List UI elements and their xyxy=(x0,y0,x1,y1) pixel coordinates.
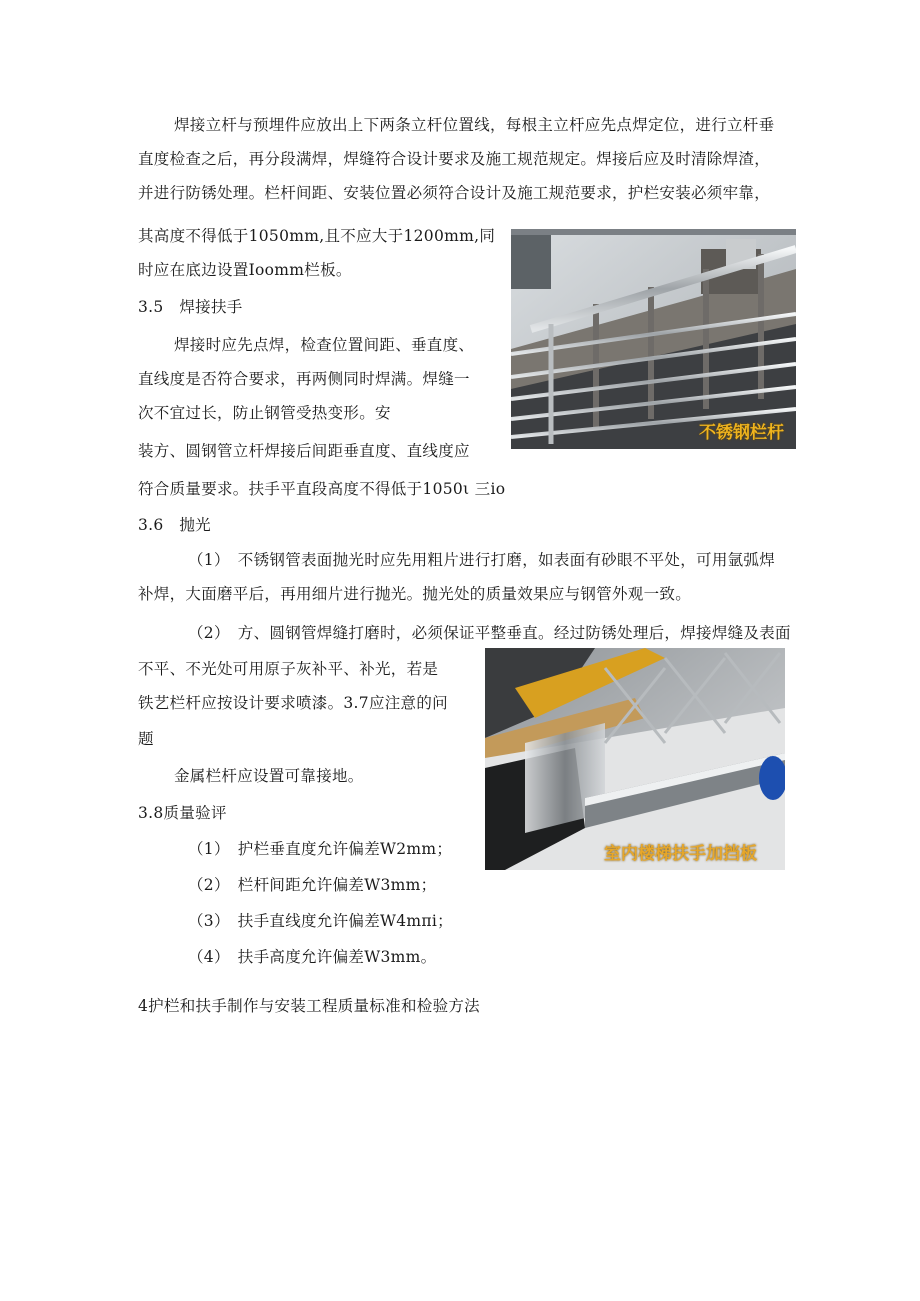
section-3-8-item-2: （2） 栏杆间距允许偏差W3mm； xyxy=(188,876,437,894)
para1-line2: 直度检查之后，再分段满焊，焊缝符合设计要求及施工规范规定。焊接后应及时清除焊渣， xyxy=(138,150,771,168)
section-3-5-line3: 次不宜过长，防止钢管受热变形。安 xyxy=(138,404,391,422)
section-3-8-heading: 3.8质量验评 xyxy=(138,804,227,822)
section-3-6-item1-line1: （1） 不锈钢管表面抛光时应先用粗片进行打磨，如表面有砂眼不平处，可用氩弧焊 xyxy=(188,551,776,569)
para1-line3: 并进行防锈处理。栏杆间距、安装位置必须符合设计及施工规范要求，护栏安装必须牢靠， xyxy=(138,184,771,202)
section-3-8-item-4: （4） 扶手高度允许偏差W3mm。 xyxy=(188,948,437,966)
section-3-5-line4: 装方、圆钢管立杆焊接后间距垂直度、直线度应 xyxy=(138,442,470,460)
section-3-6-item2-line3: 铁艺栏杆应按设计要求喷漆。3.7应注意的问 xyxy=(138,694,448,712)
photo-stair-handrail xyxy=(485,648,785,870)
section-3-5-line5: 符合质量要求。扶手平直段高度不得低于1050ι 三io xyxy=(138,480,506,498)
section-3-7-line1: 金属栏杆应设置可靠接地。 xyxy=(174,767,364,785)
photo1-caption: 不锈钢栏杆 xyxy=(699,423,784,443)
para1-line1: 焊接立杆与预埋件应放出上下两条立杆位置线，每根主立杆应先点焊定位，进行立杆垂 xyxy=(174,116,775,134)
section-3-6-heading: 3.6 抛光 xyxy=(138,516,211,534)
section-3-5-heading: 3.5 焊接扶手 xyxy=(138,298,243,316)
photo-stainless-railing xyxy=(511,229,796,449)
section-3-5-line1: 焊接时应先点焊，检查位置间距、垂直度、 xyxy=(174,336,475,354)
photo2-caption: 室内楼梯扶手加挡板 xyxy=(604,844,757,864)
section-3-6-item2-line4: 题 xyxy=(138,730,154,748)
section-3-8-item-1: （1） 护栏垂直度允许偏差W2mm； xyxy=(188,840,453,858)
para1-line5: 时应在底边设置Ioomm栏板。 xyxy=(138,261,352,279)
section-3-5-line2: 直线度是否符合要求，再两侧同时焊满。焊缝一 xyxy=(138,370,470,388)
section-4-heading: 4护栏和扶手制作与安装工程质量标准和检验方法 xyxy=(138,997,480,1015)
section-3-6-item2-line2: 不平、不光处可用原子灰补平、补光，若是 xyxy=(138,660,439,678)
section-3-6-item2-line1: （2） 方、圆钢管焊缝打磨时，必须保证平整垂直。经过防锈处理后，焊接焊缝及表面 xyxy=(188,624,791,642)
para1-line4: 其高度不得低于1050mm,且不应大于1200mm,同 xyxy=(138,227,496,245)
section-3-6-item1-line2: 补焊，大面磨平后，再用细片进行抛光。抛光处的质量效果应与钢管外观一致。 xyxy=(138,585,692,603)
section-3-8-item-3: （3） 扶手直线度允许偏差W4mπi； xyxy=(188,912,453,930)
